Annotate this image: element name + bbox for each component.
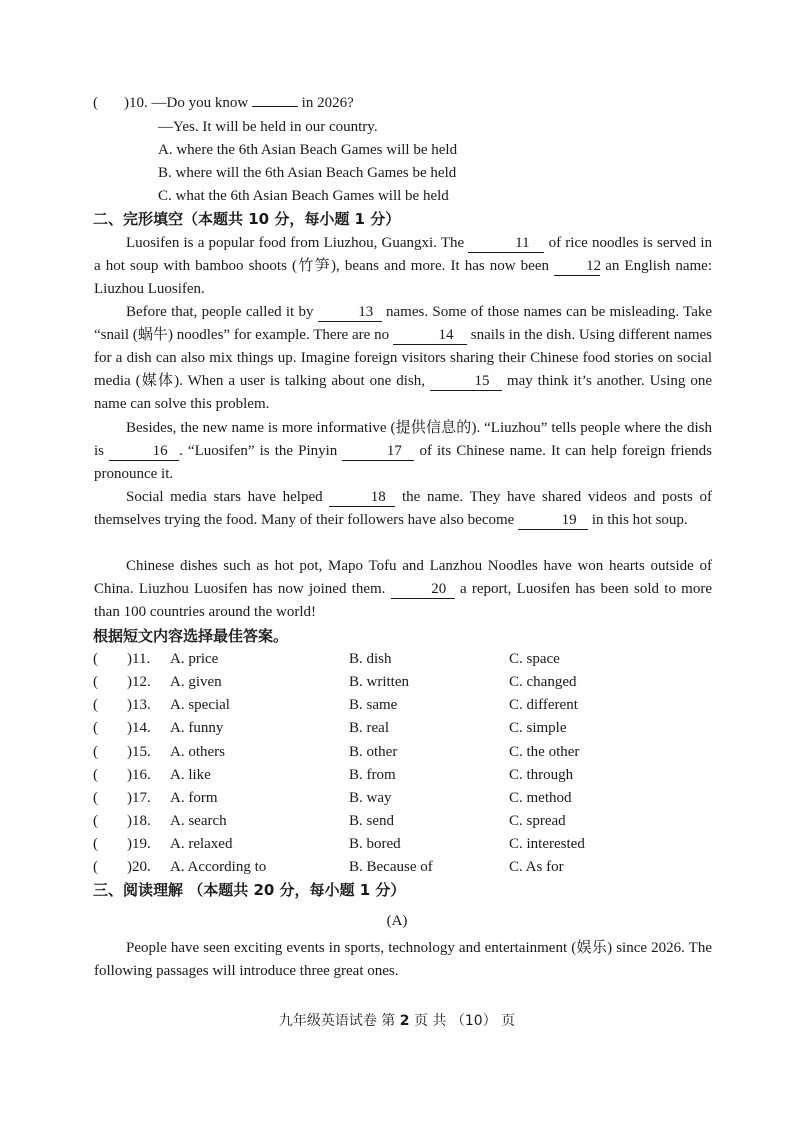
choice-a: A. like [170,767,211,783]
choice-c: C. simple [509,720,567,736]
cloze-blank-12: 12 [554,257,600,276]
cloze-blank-13: 13 [318,303,382,322]
choice-a: A. search [170,813,227,829]
reading-intro: People have seen exciting events in sports, technology and entertainment (娱乐) since 2026. The following passages will introduce three great ones. [94,940,712,979]
paragraph-text: snails in the dish. Using different names for a dish can also mix things up. Imagine foreign visitors sharing their Chinese food stories on social media (媒体). When a user is talking about one dish, [94,327,713,389]
choice-b: B. bored [349,836,401,852]
answer-paren[interactable]: ( [93,790,98,806]
answer-paren: ( [93,95,98,111]
section-2-heading: 二、完形填空（本题共 10 分，每小题 1 分） [93,210,401,228]
choice-a: A. form [170,790,218,806]
choice-b: B. same [349,697,398,713]
answer-paren[interactable]: ( [93,767,98,783]
choice-c: C. the other [509,744,580,760]
choice-row-11 [93,648,733,671]
question-10-option-c: C. what the 6th Asian Beach Games will be held [158,188,449,204]
choice-number: )14. [127,720,151,736]
choice-row-20 [93,856,733,879]
choice-c: C. space [509,651,560,667]
question-10-option-a: A. where the 6th Asian Beach Games will be held [158,142,458,158]
cloze-blank-17: 17 [342,442,414,461]
footer-text: 页 共 （ [409,1013,465,1029]
footer-total-pages: 10 [464,1013,483,1029]
choice-row-14 [93,717,733,740]
choice-c: C. changed [509,674,577,690]
answer-paren[interactable]: ( [93,813,98,829]
choice-c: C. interested [509,836,585,852]
choice-a: A. According to [170,859,267,875]
question-10-lead: )10. —Do you know [124,95,249,111]
choice-c: C. spread [509,813,566,829]
choice-row-19 [93,833,733,856]
cloze-blank-18: 18 [329,488,395,507]
choice-a: A. price [170,651,219,667]
choice-a: A. relaxed [170,836,233,852]
choice-a: A. given [170,674,222,690]
choice-row-18 [93,810,733,833]
passage-label: (A) [386,913,408,929]
paragraph-text: Luosifen is a popular food from Liuzhou, Guangxi. The [126,235,465,251]
choice-number: )15. [127,744,151,760]
choices-instruction: 根据短文内容选择最佳答案。 [93,627,289,645]
question-10-stem [124,92,354,115]
page-footer [0,1010,794,1033]
paragraph-text: a report, Luosifen has been sold to more than 100 countries around the world! [94,581,713,620]
choice-c: C. As for [509,859,564,875]
answer-paren[interactable]: ( [93,720,98,736]
section-3-heading: 三、阅读理解 （本题共 20 分，每小题 1 分） [93,881,406,899]
choice-row-15 [93,741,733,764]
choice-number: )17. [127,790,151,806]
paragraph-text: Before that, people called it by [126,304,314,320]
answer-paren[interactable]: ( [93,651,98,667]
choice-c: C. different [509,697,578,713]
footer-text: ） 页 [482,1013,516,1029]
answer-paren[interactable]: ( [93,859,98,875]
choice-b: B. dish [349,651,392,667]
paragraph-text: the name. They have shared videos and posts of themselves trying the food. Many of their followers have also become [94,489,713,528]
cloze-paragraph-1 [94,232,712,301]
choice-row-12 [93,671,733,694]
question-10-reply: —Yes. It will be held in our country. [158,119,378,135]
cloze-blank-11: 11 [468,234,544,253]
choice-b: B. Because of [349,859,433,875]
choice-number: )20. [127,859,151,875]
cloze-paragraph-3 [94,417,712,486]
paragraph-text: Social media stars have helped [126,489,323,505]
choice-a: A. others [170,744,225,760]
answer-paren[interactable]: ( [93,836,98,852]
choice-b: B. way [349,790,392,806]
choice-b: B. send [349,813,394,829]
choice-number: )16. [127,767,151,783]
cloze-paragraph-2 [94,301,712,416]
question-10-tail: in 2026? [301,95,354,111]
paragraph-text: . “Luosifen” is the Pinyin [179,443,338,459]
answer-blank[interactable] [252,106,298,107]
choice-row-13 [93,694,733,717]
choice-a: A. funny [170,720,224,736]
cloze-blank-16: 16 [109,442,179,461]
choice-c: C. through [509,767,574,783]
choice-c: C. method [509,790,572,806]
choice-number: )19. [127,836,151,852]
paragraph-text: names. Some of those names can be misleading. Take “snail (蜗牛) noodles” for example. There are no [94,304,713,343]
cloze-blank-14: 14 [393,326,467,345]
answer-paren[interactable]: ( [93,744,98,760]
choice-number: )13. [127,697,151,713]
choice-a: A. special [170,697,230,713]
choice-row-17 [93,787,733,810]
answer-paren[interactable]: ( [93,697,98,713]
paragraph-text: an English name: Liuzhou Luosifen. [94,258,712,297]
paragraph-text: Chinese dishes such as hot pot, Mapo Tofu and Lanzhou Noodles have won hearts outside of China. Liuzhou Luosifen has now joined them. [94,558,712,597]
choice-b: B. other [349,744,398,760]
choice-row-16 [93,764,733,787]
choice-b: B. real [349,720,389,736]
footer-page-number: 2 [399,1013,410,1029]
choice-number: )12. [127,674,151,690]
choice-number: )18. [127,813,151,829]
paragraph-text: of its Chinese name. It can help foreign friends pronounce it. [94,443,713,482]
cloze-paragraph-4 [94,486,712,532]
cloze-blank-20: 20 [391,580,455,599]
paragraph-text: Besides, the new name is more informative (提供信息的). “Liuzhou” tells people where the dish is [94,420,712,459]
question-10-option-b: B. where will the 6th Asian Beach Games be held [158,165,457,181]
paragraph-text: may think it’s another. Using one name can solve this problem. [94,373,713,412]
answer-paren[interactable]: ( [93,674,98,690]
choice-b: B. written [349,674,409,690]
paragraph-text: of rice noodles is served in a hot soup with bamboo shoots (竹笋), beans and more. It has now been [94,235,713,274]
paragraph-text: in this hot soup. [591,512,688,528]
cloze-blank-19: 19 [518,511,588,530]
choice-number: )11. [127,651,151,667]
cloze-blank-15: 15 [430,372,502,391]
cloze-paragraph-5 [94,555,712,624]
footer-text: 九年级英语试卷 第 [278,1013,400,1029]
choice-b: B. from [349,767,396,783]
